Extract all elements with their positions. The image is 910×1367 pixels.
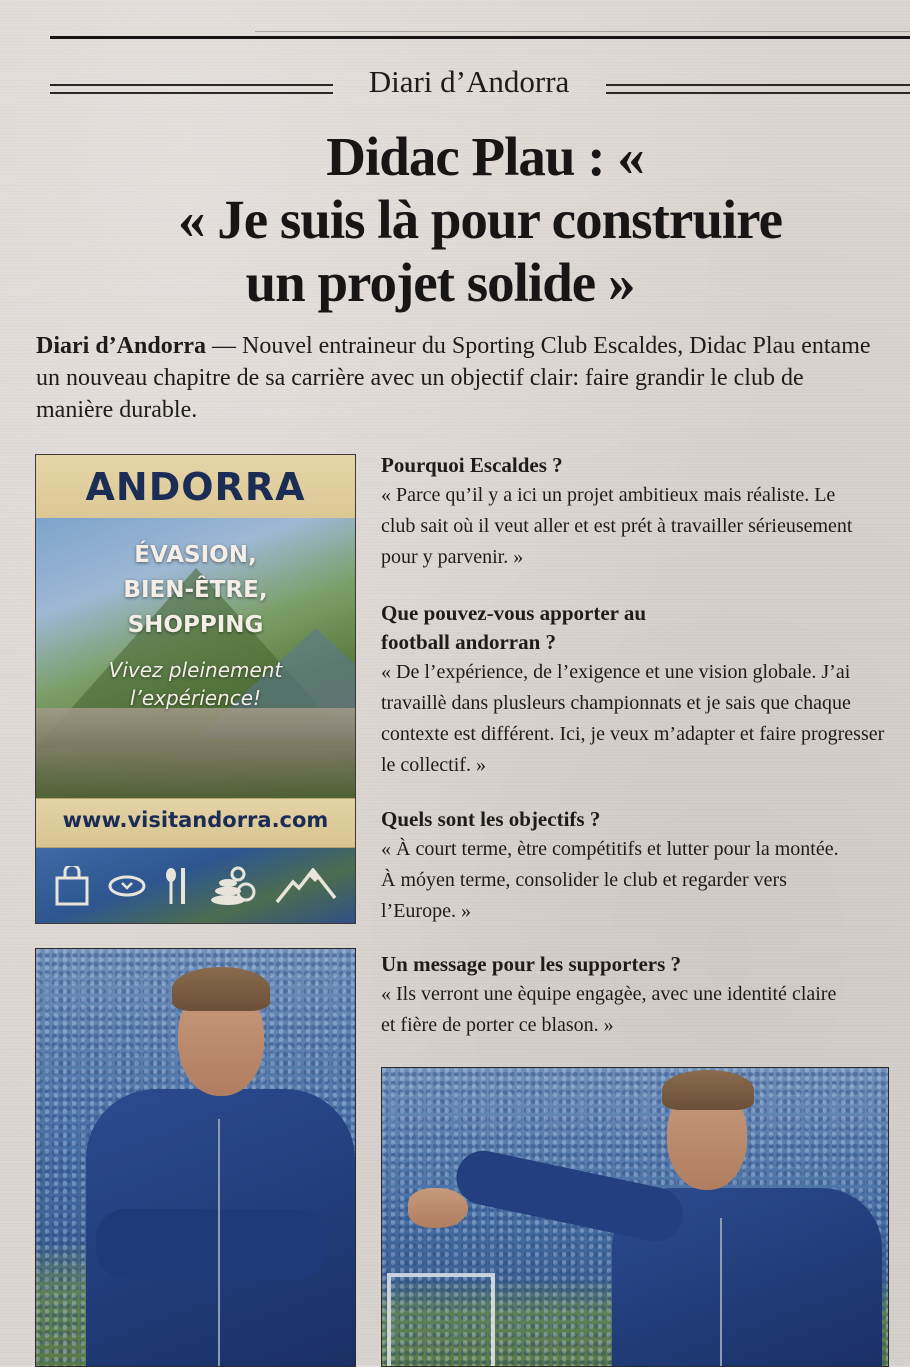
interview-answer: « Parce qu’il y a ici un projet ambitieux mais réaliste. Le club sait où il veut aller et est prét à travailler sérieusement pour y parvenir. » xyxy=(381,484,853,568)
interview-question: Que pouvez-vous apporter au football andorran ? xyxy=(381,601,647,654)
ad-taglines xyxy=(36,538,355,643)
ad-brand: ANDORRA xyxy=(85,465,306,509)
interview-block xyxy=(381,599,896,781)
masthead-right-double-rule xyxy=(606,84,910,94)
article-headline xyxy=(100,125,860,314)
interview-block xyxy=(381,805,896,927)
shopping-bag-icon xyxy=(54,866,90,906)
masthead-top-rule xyxy=(50,36,910,39)
ad-icon-strip xyxy=(36,848,355,924)
headline-line-1: Didac Plau : « xyxy=(326,126,644,187)
tourism-advertisement[interactable] xyxy=(35,454,356,924)
ad-slogan xyxy=(36,656,355,712)
headline-line-2: « Je suis là pour construire xyxy=(177,189,783,250)
crossed-arms xyxy=(96,1209,326,1279)
pointing-arm xyxy=(451,1146,687,1247)
ad-tagline: ÉVASION, xyxy=(134,542,257,568)
coach-photo-pointing xyxy=(381,1067,889,1367)
masthead-thin-rule xyxy=(255,31,910,32)
jacket-zipper xyxy=(720,1218,722,1366)
ad-url-banner[interactable] xyxy=(36,798,355,848)
interview-answer: « Ils verront une èquipe engagèe, avec une identité claire et fière de porter ce blason. » xyxy=(381,983,837,1036)
ad-landscape-photo xyxy=(36,518,355,798)
ad-slogan-line: Vivez pleinement xyxy=(108,658,283,682)
ad-tagline: SHOPPING xyxy=(127,612,264,638)
coach-hair xyxy=(662,1070,754,1110)
interview-answer: « De l’expérience, de l’exigence et une vision globale. J’ai travaillè dans plusleurs championnats et je sais que chaque contexte est différent. Ici, je veux m’adapter et faire progresser le collectif. » xyxy=(381,661,885,776)
interview-block xyxy=(381,451,896,573)
interview-question: Pourquoi Escaldes ? xyxy=(381,453,563,477)
masthead-title: Diari d’Andorra xyxy=(368,64,570,99)
coach-figure xyxy=(412,1068,888,1366)
coach-figure xyxy=(86,959,355,1366)
interview-question: Un message pour les supporters ? xyxy=(381,952,682,976)
jacket-zipper xyxy=(218,1119,220,1366)
headline-line-3: un projet solide » xyxy=(245,252,635,313)
village-shape xyxy=(36,708,355,798)
lede-separator: — xyxy=(206,333,242,359)
ad-url-link[interactable]: www.visitandorra.com xyxy=(62,808,329,832)
coach-hair xyxy=(172,967,270,1011)
coach-photo-arms-crossed xyxy=(35,948,356,1367)
masthead-left-double-rule xyxy=(50,84,333,94)
interview-answer: « À court terme, ètre compétitifs et lutter pour la montée. À móyen terme, consolider le club et regarder vers l’Europe. » xyxy=(381,838,839,922)
ad-header xyxy=(36,455,355,518)
interview-block xyxy=(381,950,896,1041)
pointing-hand xyxy=(408,1188,468,1228)
spa-stones-icon xyxy=(208,866,258,906)
cutlery-icon xyxy=(163,866,191,906)
ad-slogan-line: l’expérience! xyxy=(129,686,262,710)
ad-tagline: BIEN-ÊTRE, xyxy=(123,577,268,603)
watch-icon xyxy=(107,874,147,898)
lede-source: Diari d’Andorra xyxy=(36,333,206,359)
lede-text: Nouvel entraineur du Sporting Club Escaldes, Didac Plau entame un nouveau chapitre de sa carrière avec un objectif clair: faire grandir le club de manière durable. xyxy=(36,333,871,423)
mountain-icon xyxy=(275,868,337,904)
article-lede xyxy=(36,330,876,426)
interview-question: Quels sont les objectifs ? xyxy=(381,807,601,831)
